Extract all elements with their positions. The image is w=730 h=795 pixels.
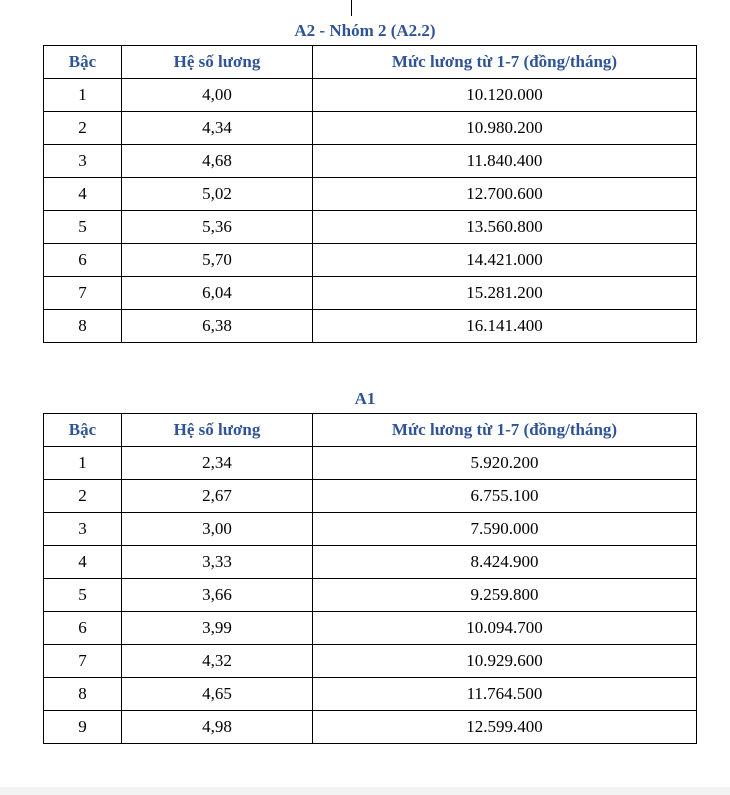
cell-bac: 7 <box>44 277 122 310</box>
salary-table-a2-2 <box>43 45 697 343</box>
table-row <box>44 480 697 513</box>
cell-bac: 3 <box>44 513 122 546</box>
salary-table-a1 <box>43 413 697 744</box>
table-row <box>44 711 697 744</box>
cell-he-so-luong: 6,04 <box>122 277 313 310</box>
table-row <box>44 178 697 211</box>
table-row <box>44 112 697 145</box>
cell-muc-luong: 10.980.200 <box>313 112 697 145</box>
column-header-he-so-luong: Hệ số lương <box>122 46 313 79</box>
cell-muc-luong: 12.599.400 <box>313 711 697 744</box>
cell-muc-luong: 10.929.600 <box>313 645 697 678</box>
header-row <box>44 46 697 79</box>
cell-muc-luong: 11.840.400 <box>313 145 697 178</box>
cell-bac: 9 <box>44 711 122 744</box>
table-row <box>44 546 697 579</box>
cell-he-so-luong: 4,65 <box>122 678 313 711</box>
table-row <box>44 310 697 343</box>
cell-muc-luong: 16.141.400 <box>313 310 697 343</box>
cell-bac: 4 <box>44 178 122 211</box>
cell-bac: 6 <box>44 612 122 645</box>
cell-he-so-luong: 5,70 <box>122 244 313 277</box>
cell-he-so-luong: 3,66 <box>122 579 313 612</box>
cell-bac: 1 <box>44 447 122 480</box>
cell-muc-luong: 15.281.200 <box>313 277 697 310</box>
cell-bac: 1 <box>44 79 122 112</box>
text-cursor-mark <box>351 0 352 16</box>
cell-he-so-luong: 4,00 <box>122 79 313 112</box>
table-row <box>44 645 697 678</box>
cell-muc-luong: 11.764.500 <box>313 678 697 711</box>
cell-bac: 2 <box>44 480 122 513</box>
cell-he-so-luong: 6,38 <box>122 310 313 343</box>
header-row <box>44 414 697 447</box>
cell-he-so-luong: 4,98 <box>122 711 313 744</box>
cell-bac: 5 <box>44 579 122 612</box>
cell-he-so-luong: 5,36 <box>122 211 313 244</box>
table-row <box>44 79 697 112</box>
cell-muc-luong: 14.421.000 <box>313 244 697 277</box>
cell-he-so-luong: 4,32 <box>122 645 313 678</box>
cell-he-so-luong: 5,02 <box>122 178 313 211</box>
cell-he-so-luong: 2,67 <box>122 480 313 513</box>
cell-he-so-luong: 2,34 <box>122 447 313 480</box>
table-row <box>44 513 697 546</box>
cell-muc-luong: 13.560.800 <box>313 211 697 244</box>
cell-he-so-luong: 3,00 <box>122 513 313 546</box>
cell-bac: 4 <box>44 546 122 579</box>
table-row <box>44 211 697 244</box>
cell-muc-luong: 8.424.900 <box>313 546 697 579</box>
cell-muc-luong: 10.094.700 <box>313 612 697 645</box>
column-header-muc-luong: Mức lương từ 1-7 (đồng/tháng) <box>313 414 697 447</box>
table-title-a1: A1 <box>354 389 376 408</box>
column-header-bac: Bậc <box>44 46 122 79</box>
cell-he-so-luong: 3,33 <box>122 546 313 579</box>
table-title-a2-2: A2 - Nhóm 2 (A2.2) <box>294 21 436 40</box>
table-row <box>44 447 697 480</box>
cell-bac: 6 <box>44 244 122 277</box>
column-header-muc-luong: Mức lương từ 1-7 (đồng/tháng) <box>313 46 697 79</box>
column-header-bac: Bậc <box>44 414 122 447</box>
cell-bac: 8 <box>44 678 122 711</box>
cell-muc-luong: 12.700.600 <box>313 178 697 211</box>
table-row <box>44 678 697 711</box>
cell-bac: 5 <box>44 211 122 244</box>
cell-bac: 2 <box>44 112 122 145</box>
cell-bac: 7 <box>44 645 122 678</box>
page-bottom-edge <box>0 787 730 795</box>
table-row <box>44 145 697 178</box>
cell-muc-luong: 9.259.800 <box>313 579 697 612</box>
cell-muc-luong: 7.590.000 <box>313 513 697 546</box>
cell-muc-luong: 10.120.000 <box>313 79 697 112</box>
cell-bac: 8 <box>44 310 122 343</box>
cell-he-so-luong: 4,68 <box>122 145 313 178</box>
column-header-he-so-luong: Hệ số lương <box>122 414 313 447</box>
table-row <box>44 244 697 277</box>
cell-he-so-luong: 4,34 <box>122 112 313 145</box>
cell-muc-luong: 6.755.100 <box>313 480 697 513</box>
cell-he-so-luong: 3,99 <box>122 612 313 645</box>
cell-muc-luong: 5.920.200 <box>313 447 697 480</box>
table-row <box>44 277 697 310</box>
table-row <box>44 612 697 645</box>
cell-bac: 3 <box>44 145 122 178</box>
table-row <box>44 579 697 612</box>
